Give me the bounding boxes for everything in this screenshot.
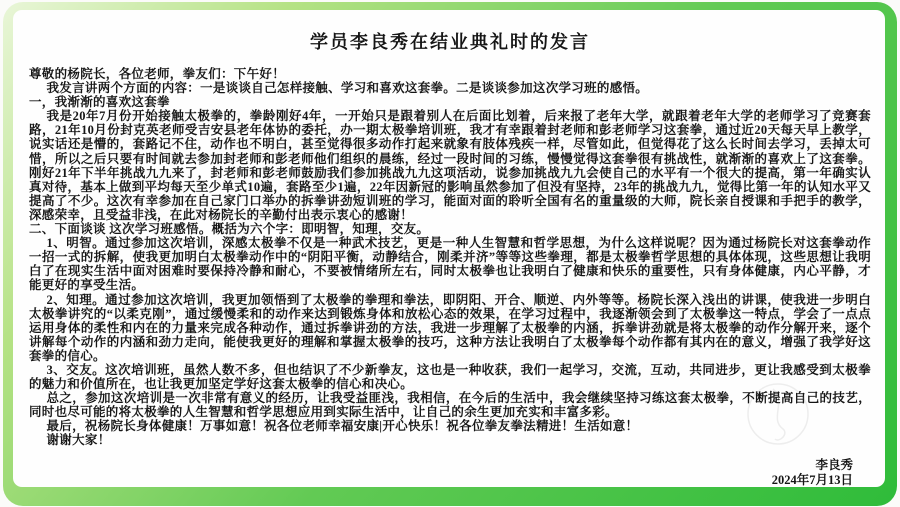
page-title: 学员李良秀在结业典礼时的发言 [310,32,590,52]
section-two-heading: 二、下面谈谈 这次学习班感悟。概括为六个字：即明智，知理，交友。 [29,222,430,237]
signature-name: 李良秀 [815,457,853,472]
document-body [29,67,871,448]
point-zhili: 2、知理。通过参加这次培训，我更加领悟到了太极拳的拳理和拳法，即阴阳、开合、顺逆、内外等等。杨院长深入浅出的讲课，使我进一步明白太极拳讲究的“以柔克刚”，通过缓慢柔和的动作来达到锻炼身体和放松心态的效果，在学习过程中，我逐渐领会到了太极拳这一特点，学会了一点点运用身体的柔性和内在的力量来完成各种动作，通过拆拳讲劲的方法，我进一步理解了太极拳的内涵，拆拳讲劲就是将太极拳的动作分解开来，逐个讲解每个动作的内涵和劲力走向，能使我更好的理解和掌握太极拳的技巧，这种方法让我明白了太极拳每个动作都有其内在的意义，增强了我学好这套拳的信心。 [29,292,871,363]
section-one-body: 我是20年7月份开始接触太极拳的，拳龄刚好4年，一开始只是跟着别人在后面比划着，后来报了老年大学，就跟着老年大学的老师学习了竞赛套路，21年10月份封克英老师受吉安县老年体协的委托，办一期太极拳培训班，我才有幸跟着封老师和彭老师学习这套拳，通过近20天每天早上教学，说实话还是懵的，套路记不住，动作也不明白，甚至觉得很多动作打起来就象有肢体残疾一样，尽管如此，但觉得花了这么长时间去学习，丢掉太可惜，所以之后只要有时间就去参加封老师和彭老师他们组织的晨练，经过一段时间的习练，慢慢觉得这套拳很有挑战性，就渐渐的喜欢上了这套拳。刚好21年下半年挑战九九来了，封老师和彭老师鼓励我们参加挑战九九这项活动，说参加挑战九九会使自己的水平有一个很大的提高，第一年确实认真对待，基本上做到平均每天至少单式10遍，套路至少1遍，22年因新冠的影响虽然参加了但没有坚持，23年的挑战九九，觉得比第一年的认知水平又提高了不少。这次有幸参加在自己家门口举办的拆拳讲劲短训班的学习，能面对面的聆听全国有名的重量级的大师，院长亲自授课和手把手的教学，深感荣幸，且受益非浅，在此对杨院长的辛勤付出表示衷心的感谢！ [29,109,871,222]
greeting-line: 尊敬的杨院长，各位老师，拳友们：下午好！ [29,67,286,81]
point-mingzhi: 1、明智。通过参加这次培训，深感太极拳不仅是一种武术技艺，更是一种人生智慧和哲学思想，为什么这样说呢？因为通过杨院长对这套拳动作一招一式的拆解，使我更加明白太极拳动作中的“阴阳平衡，动静结合，刚柔并济”等等这些拳理，都是太极拳哲学思想的具体体现，这些思想让我明白了在现实生活中面对困难时要保持冷静和耐心，不要被情绪所左右，同时太极拳也让我明白了健康和快乐的重要性，只有身体健康，内心平静，才能更好的享受生活。 [29,236,871,293]
thanks-line: 谢谢大家！ [46,433,111,448]
section-one-heading: 一，我渐渐的喜欢这套拳 [29,95,170,110]
signature-block [29,458,871,487]
summary-paragraph: 总之，参加这次培训是一次非常有意义的经历，让我受益匪浅，我相信，在今后的生活中，我会继续坚持习练这套太极拳，不断提高自己的技艺，同时也尽可能的将太极拳的人生智慧和哲学思想应用到实际生活中，让自己的余生更加充实和丰富多彩。 [29,391,871,420]
point-jiaoyou: 3、交友。这次培训班，虽然人数不多，但也结识了不少新拳友，这也是一种收获，我们一起学习，交流，互动，共同进步，更让我感受到太极拳的魅力和价值所在，也让我更加坚定学好这套太极拳的信心和决心。 [29,362,871,392]
wishes-paragraph: 最后，祝杨院长身体健康！万事如意！祝各位老师幸福安康|开心快乐！祝各位拳友拳法精进！生活如意！ [46,419,639,434]
intro-paragraph: 我发言讲两个方面的内容：一是谈谈自己怎样接触、学习和喜欢这套拳。二是谈谈参加这次学习班的感悟。 [46,81,649,96]
signature-date: 2024年7月13日 [771,472,853,487]
document-page [13,10,885,487]
